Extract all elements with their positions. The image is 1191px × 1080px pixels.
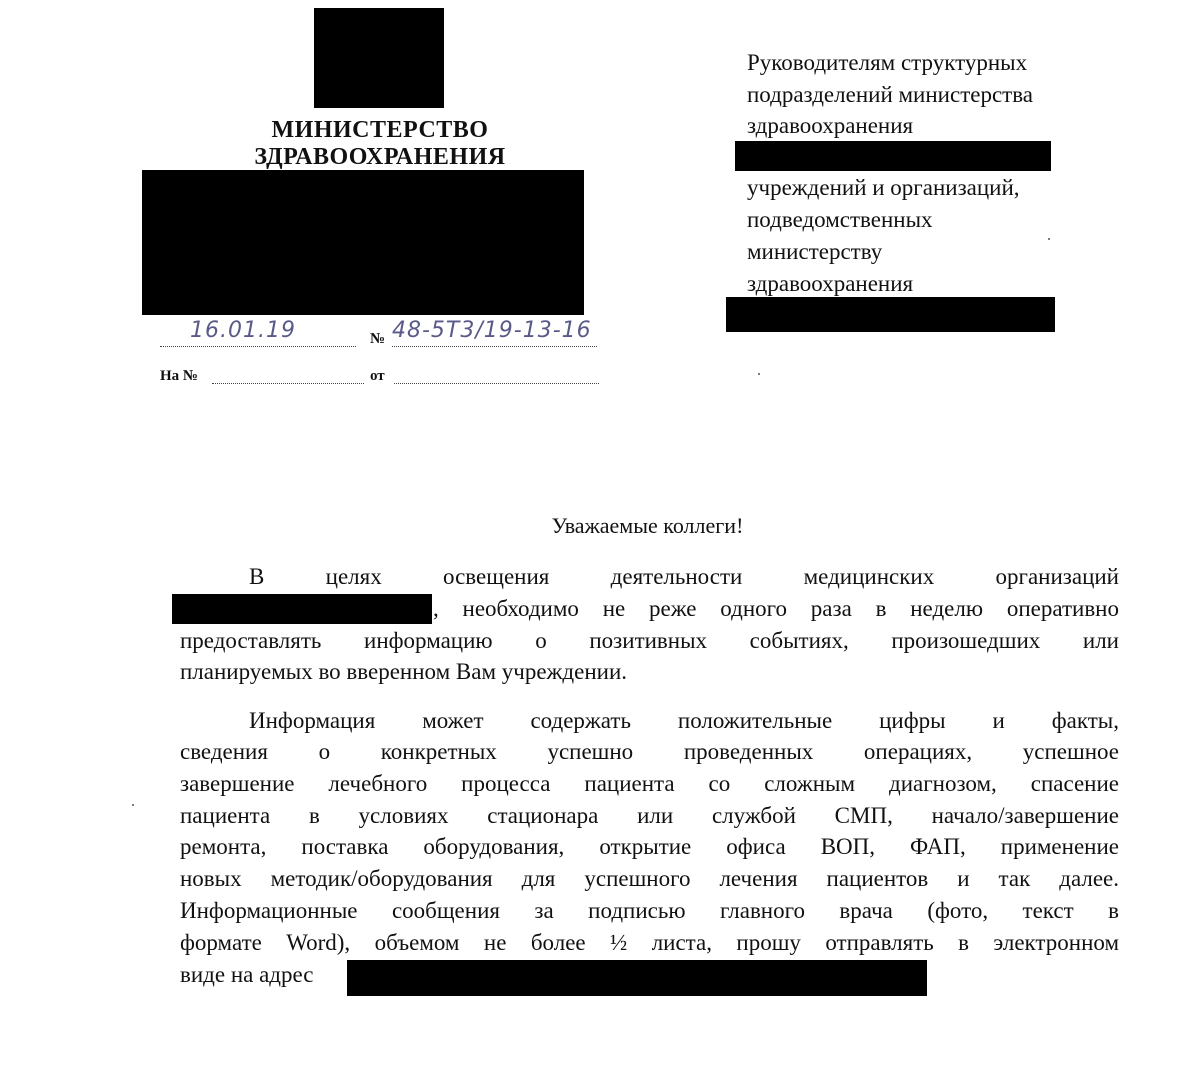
addressee-line: учреждений и организаций, <box>747 175 1020 200</box>
date-handwritten: 16.01.19 <box>190 318 296 343</box>
scan-speck <box>132 804 134 806</box>
paragraph-1-line: В целях освещения деятельности медицинских организаций <box>249 564 1119 589</box>
paragraph-2-line: завершение лечебного процесса пациента со сложным диагнозом, спасение <box>180 771 1119 796</box>
addressee-line: министерству <box>747 239 883 264</box>
emblem-redaction <box>314 8 444 108</box>
paragraph-1-line: планируемых во вверенном Вам учреждении. <box>180 659 628 684</box>
paragraph-2-line: сведения о конкретных успешно проведенных операциях, успешное <box>180 739 1119 764</box>
scan-speck <box>758 373 760 375</box>
number-underline <box>392 346 597 347</box>
addressee-line: Руководителям структурных <box>747 50 1028 75</box>
addressee-redaction <box>735 141 1051 171</box>
region-redaction <box>172 594 432 624</box>
from-underline <box>394 383 599 384</box>
ministry-title-line-2: ЗДРАВООХРАНЕНИЯ <box>254 144 506 170</box>
number-label: № <box>370 331 386 347</box>
in-reply-underline <box>212 383 364 384</box>
date-underline <box>160 346 356 347</box>
paragraph-2-line: Информационные сообщения за подписью главного врача (фото, текст в <box>180 898 1119 923</box>
addressee-redaction <box>726 297 1055 332</box>
paragraph-2-line: новых методик/оборудования для успешного лечения пациентов и так далее. <box>180 866 1119 891</box>
addressee-line: здравоохранения <box>747 271 914 296</box>
addressee-line: подразделений министерства <box>747 82 1033 107</box>
salutation: Уважаемые коллеги! <box>551 513 744 538</box>
paragraph-2-line: ремонта, поставка оборудования, открытие офиса ВОП, ФАП, применение <box>180 834 1119 859</box>
paragraph-2-line: Информация может содержать положительные цифры и факты, <box>249 708 1119 733</box>
paragraph-2-line: пациента в условиях стационара или службой СМП, начало/завершение <box>180 803 1119 828</box>
number-handwritten: 48-5Т3/19-13-16 <box>392 318 592 343</box>
in-reply-label: На № <box>160 368 198 384</box>
paragraph-1-line: , необходимо не реже одного раза в неделю оперативно <box>433 596 1119 621</box>
paragraph-1-line: предоставлять информацию о позитивных событиях, произошедших или <box>180 628 1119 653</box>
header-redaction <box>142 170 584 315</box>
from-label: от <box>370 368 385 384</box>
addressee-line: здравоохранения <box>747 113 914 138</box>
scan-speck <box>1048 238 1050 240</box>
addressee-line: подведомственных <box>747 207 933 232</box>
ministry-title-line-1: МИНИСТЕРСТВО <box>271 117 489 143</box>
paragraph-2-line: формате Word), объемом не более ½ листа, прошу отправлять в электронном <box>180 930 1119 955</box>
paragraph-2-line: виде на адрес <box>180 962 314 987</box>
